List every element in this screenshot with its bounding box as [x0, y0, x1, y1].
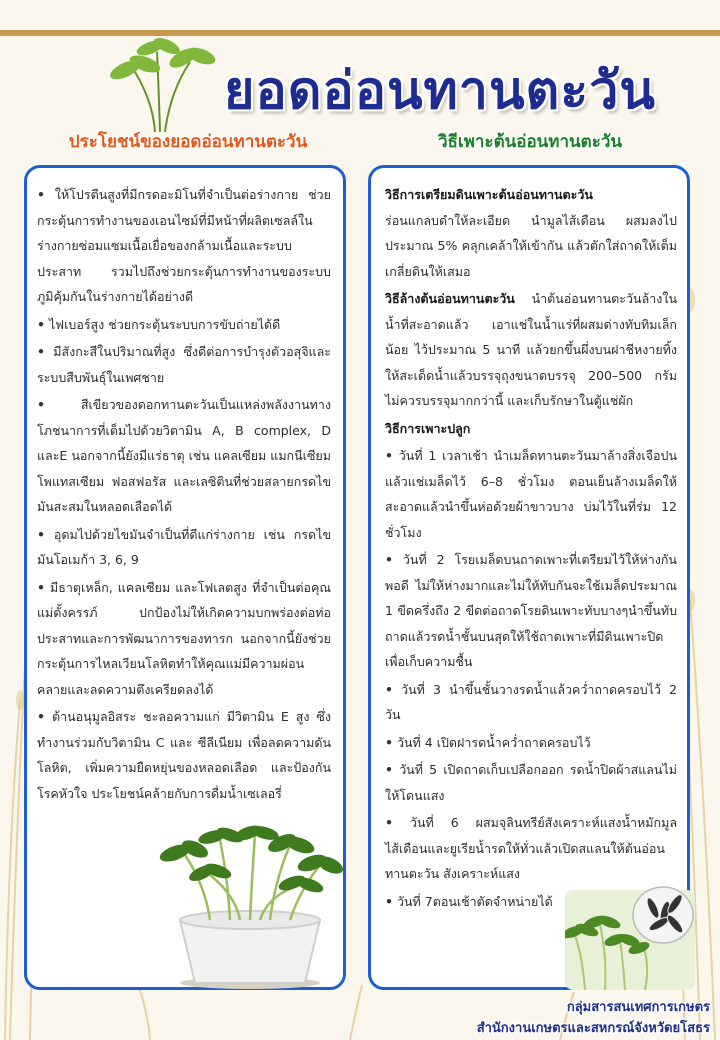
benefit-item-2: • ไฟเบอร์สูง ช่วยกระตุ้นระบบการขับถ่ายได้ดี	[37, 316, 281, 332]
benefit-item-3: • มีสังกะสีในปริมาณที่สูง ซึ่งดีต่อการบำรุงตัวอสุจิและระบบสืบพันธุ์ในเพศชาย	[37, 344, 331, 385]
footer-office: สำนักงานเกษตรและสหกรณ์จังหวัดยโสธร	[476, 1021, 710, 1036]
washing-text: นำต้นอ่อนทานตะวันล้างในน้ำที่สะอาดแล้ว เอาแช่ในน้ำแร่ที่ผสมด่างทับทิมเล็กน้อย ไว้ประมาณ 5 นาที แล้วยกขึ้นผึ่งบนฝาชีหงายทิ้งให้สะเด็ดน้ำแล้วบรรจุถุงขนาดบรรจุ 200–500 กรัม ไม่ควรบรรจุมากกว่านี้ และเก็บรักษาในตู้แช่ผัก	[385, 291, 677, 408]
bullet-icon: •	[37, 187, 45, 202]
washing-section	[385, 286, 677, 414]
soil-prep-section	[385, 182, 677, 284]
bullet-icon: •	[37, 344, 45, 359]
benefit-item-5: • อุดมไปด้วยไขมันจำเป็นที่ดีแก่ร่างกาย เช่น กรดไขมันโอเมก้า 3, 6, 9	[37, 526, 331, 567]
bullet-icon: •	[37, 397, 45, 412]
bullet-icon: •	[37, 526, 45, 542]
growing-step-4: • วันที่ 4 เปิดฝารดน้ำคว่ำถาดครอบไว้	[385, 734, 591, 750]
growing-step-3: • วันที่ 3 นำขึ้นชั้นวางรดน้ำแล้วคว่ำถาดครอบไว้ 2 วัน	[385, 681, 677, 722]
bullet-icon: •	[385, 734, 393, 750]
washing-title: วิธีล้างต้นอ่อนทานตะวัน	[385, 291, 515, 306]
soil-prep-text: ร่อนแกลบดำให้ละเอียด นำมูลไส้เดือน ผสมลงไปประมาณ 5% คลุกเคล้าให้เข้ากัน แล้วตักใส่ถาดให้เต็ม เกลี่ยดินให้เสมอ	[385, 212, 677, 279]
benefit-item-6: • มีธาตุเหล็ก, แคลเซียม และโฟเลตสูง ที่จำเป็นต่อคุณแม่ตั้งครรภ์ ปกป้องไม่ให้เกิดความบกพร่องต่อท่อประสาทและการพัฒนาการของทารก นอกจากนี้ยังช่วยกระตุ้นการไหลเวียนโลหิตทำให้คุณแม่มีความผ่อนคลายและลดความตึงเครียดลงได้	[37, 579, 331, 697]
sprouting-panel	[368, 165, 690, 990]
growing-step-7: • วันที่ 7ตอนเช้าตัดจำหน่ายได้	[385, 893, 553, 909]
growing-step-1: • วันที่ 1 เวลาเช้า นำเมล็ดทานตะวันมาล้างสิ่งเจือปน แล้วแช่เมล็ดไว้ 6–8 ชั่วโมง ตอนเย็นล้างเมล็ดให้สะอาดแล้วนำขึ้นห่อด้วยผ้าขาวบาง บ่มไว้ในที่ร่ม 12 ชั่วโมง	[385, 448, 677, 540]
bullet-icon: •	[37, 579, 45, 595]
bullet-icon: •	[385, 448, 393, 463]
benefit-item-1: • ให้โปรตีนสูงที่มีกรดอะมิโนที่จำเป็นต่อร่างกาย ช่วยกระตุ้นการทำงานของเอนไซม์ที่มีหน้าที่ผลิตเซลล์ในร่างกายซ่อมแซมเนื้อเยื่อของกล้ามเนื้อและระบบประสาท รวมไปถึงช่วยกระตุ้นการทำงานของระบบภูมิคุ้มกันในร่างกายได้อย่างดี	[37, 187, 331, 304]
growing-step-6: • วันที่ 6 ผสมจุลินทรีย์สังเคราะห์แสงน้ำหมักมูลไส้เดือนและยูเรียน้ำรดให้ทั่วแล้วเปิดสแลนให้ต้นอ่อนทานตะวัน สังเคราะห์แสง	[385, 815, 677, 881]
benefit-item-7: • ต้านอนุมูลอิสระ ชะลอความแก่ มีวิตามิน E สูง ซึ่งทำงานร่วมกับวิตามิน C และ ซีลีเนียม เพื่อลดความดันโลหิต, เพิ่มความยืดหยุ่นของหลอดเลือด และป้องกันโรคหัวใจ ประโยชน์คล้ายกับการดื่มน้ำเซเลอรี่	[37, 709, 331, 801]
benefits-heading: ประโยชน์ของยอดอ่อนทานตะวัน	[68, 132, 308, 152]
growing-step-2: • วันที่ 2 โรยเมล็ดบนถาดเพาะที่เตรียมไว้ให้ห่างกันพอดี ไม่ให้ห่างมากและไม่ให้ทับกันจะใช้เมล็ดประมาณ 1 ขีดครึ่งถึง 2 ขีดต่อถาดโรยดินเพาะทับบางๆนำขึ้นทับถาดแล้วรดน้ำชั้นบนสุดให้ใช้ถาดเพาะที่มีดินเพาะปิดเพื่อเก็บความชื้น	[385, 552, 677, 669]
growing-step-5: • วันที่ 5 เปิดถาดเก็บเปลือกออก รดน้ำปิดผ้าสแลนไม่ให้โดนแสง	[385, 762, 678, 803]
bullet-icon: •	[385, 681, 393, 697]
benefit-item-4: • สีเขียวของดอกทานตะวันเป็นแหล่งพลังงานทางโภชนาการที่เต็มไปด้วยวิตามิน A, B complex, D และE นอกจากนี้ยังมีแร่ธาตุ เช่น แคลเซียม แมกนีเซียม โพแทสเซียม ฟอสฟอรัส และเลซิตินที่ช่วยสลายกรดไขมันสะสมในหลอดเลือดได้	[37, 397, 331, 514]
bullet-icon: •	[385, 552, 393, 567]
sprouts-with-seeds-photo	[565, 880, 695, 990]
sprouting-method-heading: วิธีเพาะต้นอ่อนทานตะวัน	[437, 132, 623, 152]
growing-title: วิธีการเพาะปลูก	[385, 420, 471, 436]
footer-department: กลุ่มสารสนเทศการเกษตร	[566, 1000, 710, 1015]
bullet-icon: •	[385, 893, 393, 909]
bullet-icon: •	[385, 815, 393, 830]
page-title: ยอดอ่อนทานตะวัน	[224, 60, 656, 121]
potted-sprout-photo	[150, 825, 350, 990]
bullet-icon: •	[37, 709, 45, 724]
bullet-icon: •	[385, 762, 393, 777]
soil-prep-title: วิธีการเตรียมดินเพาะต้นอ่อนทานตะวัน	[385, 187, 593, 202]
bullet-icon: •	[37, 316, 45, 332]
